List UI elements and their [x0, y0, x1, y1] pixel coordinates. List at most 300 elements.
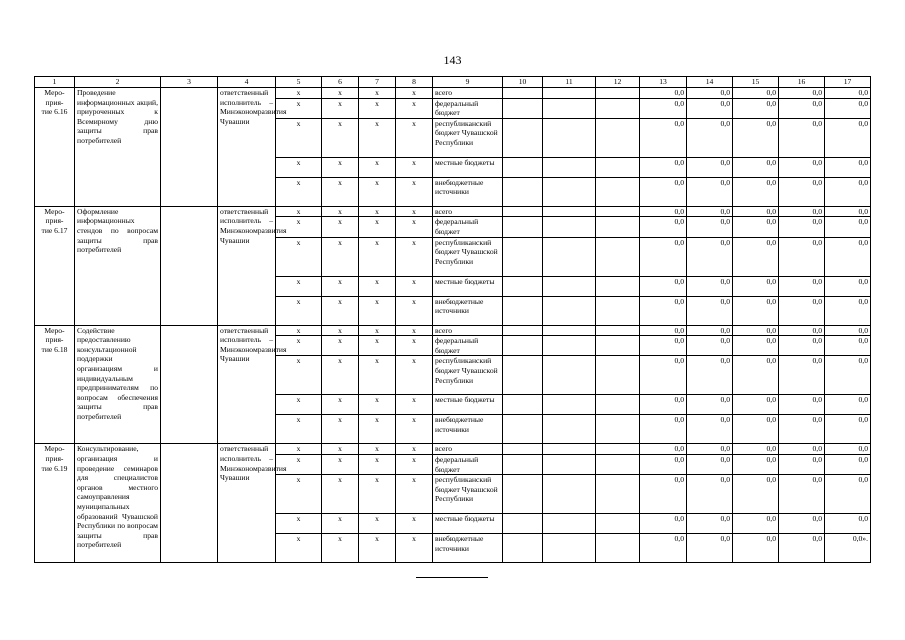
- value-cell: 0,0: [779, 98, 825, 118]
- value-cell: 0,0: [733, 237, 779, 276]
- measure-name: Консультирование, организация и проведение семинаров для специалистов органов местного самоуправления муниципальных образований Чувашской Республики по вопросам защиты прав потребителей: [75, 444, 161, 563]
- column-header: 13: [640, 77, 687, 88]
- mark-cell: x: [322, 336, 359, 356]
- empty-cell: [503, 444, 543, 455]
- value-cell: 0,0: [779, 88, 825, 99]
- value-cell: 0,0: [640, 217, 687, 237]
- value-cell: 0,0: [733, 415, 779, 444]
- empty-cell: [503, 88, 543, 99]
- mark-cell: x: [322, 325, 359, 336]
- value-cell: 0,0: [687, 336, 733, 356]
- mark-cell: x: [276, 356, 322, 395]
- value-cell: 0,0: [733, 296, 779, 325]
- empty-cell: [596, 475, 640, 514]
- value-cell: 0,0: [687, 444, 733, 455]
- value-cell: 0,0: [640, 237, 687, 276]
- mark-cell: x: [322, 415, 359, 444]
- column-header: 14: [687, 77, 733, 88]
- empty-cell: [596, 415, 640, 444]
- mark-cell: x: [396, 206, 433, 217]
- value-cell: 0,0: [825, 454, 871, 474]
- value-cell: 0,0: [687, 454, 733, 474]
- empty-cell: [503, 118, 543, 157]
- value-cell: 0,0: [779, 177, 825, 206]
- value-cell: 0,0: [733, 157, 779, 177]
- value-cell: 0,0: [640, 88, 687, 99]
- value-cell: 0,0: [640, 514, 687, 534]
- value-cell: 0,0: [779, 217, 825, 237]
- empty-cell: [543, 444, 596, 455]
- value-cell: 0,0».: [825, 534, 871, 563]
- empty-cell: [503, 534, 543, 563]
- mark-cell: x: [359, 514, 396, 534]
- column-header: 2: [75, 77, 161, 88]
- table-row: [35, 206, 871, 217]
- empty-cell: [503, 415, 543, 444]
- empty-cell: [503, 157, 543, 177]
- empty-cell: [503, 325, 543, 336]
- value-cell: 0,0: [733, 206, 779, 217]
- value-cell: 0,0: [779, 395, 825, 415]
- mark-cell: x: [322, 217, 359, 237]
- mark-cell: x: [396, 88, 433, 99]
- mark-cell: x: [396, 356, 433, 395]
- mark-cell: x: [396, 276, 433, 296]
- mark-cell: x: [322, 514, 359, 534]
- empty-cell: [596, 356, 640, 395]
- mark-cell: x: [276, 177, 322, 206]
- empty-cell: [596, 217, 640, 237]
- mark-cell: x: [396, 296, 433, 325]
- empty-cell: [543, 475, 596, 514]
- empty-cell: [543, 118, 596, 157]
- empty-cell: [503, 336, 543, 356]
- value-cell: 0,0: [687, 206, 733, 217]
- value-cell: 0,0: [779, 118, 825, 157]
- empty-cell: [503, 237, 543, 276]
- empty-cell: [503, 475, 543, 514]
- mark-cell: x: [276, 157, 322, 177]
- value-cell: 0,0: [640, 356, 687, 395]
- mark-cell: x: [359, 206, 396, 217]
- value-cell: 0,0: [825, 237, 871, 276]
- measure-executor: ответственный исполнитель – Минэкономразвития Чувашии: [218, 325, 276, 444]
- mark-cell: x: [359, 237, 396, 276]
- value-cell: 0,0: [825, 336, 871, 356]
- mark-cell: x: [359, 395, 396, 415]
- value-cell: 0,0: [825, 177, 871, 206]
- column-header: 3: [161, 77, 218, 88]
- value-cell: 0,0: [825, 356, 871, 395]
- value-cell: 0,0: [687, 98, 733, 118]
- funding-source: всего: [433, 325, 503, 336]
- measure-name: Содействие предоставлению консультационной поддержки организациям и индивидуальным предпринимателям по вопросам обеспечения защиты прав потребителей: [75, 325, 161, 444]
- empty-cell: [543, 514, 596, 534]
- measure-executor: ответственный исполнитель – Минэкономразвития Чувашии: [218, 88, 276, 207]
- value-cell: 0,0: [640, 296, 687, 325]
- value-cell: 0,0: [779, 296, 825, 325]
- empty-cell: [596, 514, 640, 534]
- mark-cell: x: [276, 217, 322, 237]
- funding-source: всего: [433, 206, 503, 217]
- value-cell: 0,0: [687, 88, 733, 99]
- value-cell: 0,0: [733, 514, 779, 534]
- table-row: [35, 444, 871, 455]
- value-cell: 0,0: [779, 336, 825, 356]
- mark-cell: x: [359, 444, 396, 455]
- funding-source: внебюджетные источники: [433, 296, 503, 325]
- value-cell: 0,0: [733, 88, 779, 99]
- value-cell: 0,0: [640, 454, 687, 474]
- value-cell: 0,0: [733, 276, 779, 296]
- empty-cell: [596, 118, 640, 157]
- funding-source: всего: [433, 88, 503, 99]
- mark-cell: x: [322, 534, 359, 563]
- funding-source: внебюджетные источники: [433, 177, 503, 206]
- value-cell: 0,0: [640, 157, 687, 177]
- value-cell: 0,0: [779, 475, 825, 514]
- measure-code: Меро- прия- тие 6.19: [35, 444, 75, 563]
- funding-table: [34, 76, 871, 563]
- mark-cell: x: [276, 444, 322, 455]
- empty-cell: [543, 98, 596, 118]
- value-cell: 0,0: [825, 475, 871, 514]
- value-cell: 0,0: [825, 444, 871, 455]
- value-cell: 0,0: [779, 276, 825, 296]
- mark-cell: x: [322, 454, 359, 474]
- mark-cell: x: [276, 118, 322, 157]
- value-cell: 0,0: [640, 206, 687, 217]
- measure-name: Проведение информационных акций, приуроченных к Всемирному дню защиты прав потребителей: [75, 88, 161, 207]
- value-cell: 0,0: [733, 336, 779, 356]
- measure-executor: ответственный исполнитель – Минэкономразвития Чувашии: [218, 444, 276, 563]
- mark-cell: x: [322, 444, 359, 455]
- empty-cell: [503, 395, 543, 415]
- value-cell: 0,0: [687, 296, 733, 325]
- mark-cell: x: [396, 395, 433, 415]
- empty-cell: [596, 454, 640, 474]
- mark-cell: x: [322, 177, 359, 206]
- funding-source: местные бюджеты: [433, 276, 503, 296]
- empty-cell: [161, 206, 218, 325]
- empty-cell: [543, 217, 596, 237]
- empty-cell: [543, 395, 596, 415]
- value-cell: 0,0: [733, 118, 779, 157]
- mark-cell: x: [359, 118, 396, 157]
- mark-cell: x: [276, 514, 322, 534]
- empty-cell: [503, 177, 543, 206]
- mark-cell: x: [322, 237, 359, 276]
- value-cell: 0,0: [825, 118, 871, 157]
- measure-name: Оформление информационных стендов по вопросам защиты прав потребителей: [75, 206, 161, 325]
- empty-cell: [596, 534, 640, 563]
- mark-cell: x: [276, 475, 322, 514]
- value-cell: 0,0: [733, 395, 779, 415]
- mark-cell: x: [396, 217, 433, 237]
- value-cell: 0,0: [825, 88, 871, 99]
- empty-cell: [596, 296, 640, 325]
- page-number: 143: [443, 53, 462, 67]
- empty-cell: [543, 296, 596, 325]
- funding-source: республиканский бюджет Чувашской Республики: [433, 475, 503, 514]
- value-cell: 0,0: [779, 356, 825, 395]
- value-cell: 0,0: [687, 177, 733, 206]
- empty-cell: [543, 415, 596, 444]
- value-cell: 0,0: [779, 454, 825, 474]
- empty-cell: [543, 534, 596, 563]
- mark-cell: x: [396, 475, 433, 514]
- mark-cell: x: [322, 206, 359, 217]
- empty-cell: [596, 276, 640, 296]
- measure-executor: ответственный исполнитель – Минэкономразвития Чувашии: [218, 206, 276, 325]
- mark-cell: x: [276, 415, 322, 444]
- mark-cell: x: [396, 118, 433, 157]
- value-cell: 0,0: [687, 415, 733, 444]
- mark-cell: x: [322, 157, 359, 177]
- table-row: [35, 88, 871, 99]
- value-cell: 0,0: [687, 325, 733, 336]
- value-cell: 0,0: [640, 118, 687, 157]
- mark-cell: x: [359, 356, 396, 395]
- column-header: 15: [733, 77, 779, 88]
- value-cell: 0,0: [687, 514, 733, 534]
- value-cell: 0,0: [640, 415, 687, 444]
- empty-cell: [543, 206, 596, 217]
- mark-cell: x: [359, 415, 396, 444]
- measure-code: Меро- прия- тие 6.17: [35, 206, 75, 325]
- column-header: 17: [825, 77, 871, 88]
- value-cell: 0,0: [687, 395, 733, 415]
- empty-cell: [503, 356, 543, 395]
- value-cell: 0,0: [733, 325, 779, 336]
- funding-source: федеральный бюджет: [433, 336, 503, 356]
- value-cell: 0,0: [779, 237, 825, 276]
- empty-cell: [596, 157, 640, 177]
- value-cell: 0,0: [687, 356, 733, 395]
- mark-cell: x: [359, 157, 396, 177]
- funding-source: федеральный бюджет: [433, 98, 503, 118]
- empty-cell: [543, 157, 596, 177]
- value-cell: 0,0: [687, 157, 733, 177]
- empty-cell: [596, 444, 640, 455]
- value-cell: 0,0: [640, 177, 687, 206]
- value-cell: 0,0: [733, 475, 779, 514]
- table-header: [35, 77, 871, 88]
- value-cell: 0,0: [825, 157, 871, 177]
- empty-cell: [503, 514, 543, 534]
- column-header: 12: [596, 77, 640, 88]
- value-cell: 0,0: [779, 444, 825, 455]
- mark-cell: x: [396, 237, 433, 276]
- value-cell: 0,0: [733, 454, 779, 474]
- mark-cell: x: [276, 206, 322, 217]
- funding-source: местные бюджеты: [433, 157, 503, 177]
- mark-cell: x: [396, 157, 433, 177]
- value-cell: 0,0: [687, 534, 733, 563]
- funding-source: местные бюджеты: [433, 514, 503, 534]
- mark-cell: x: [276, 325, 322, 336]
- mark-cell: x: [322, 395, 359, 415]
- mark-cell: x: [276, 336, 322, 356]
- funding-source: всего: [433, 444, 503, 455]
- funding-source: республиканский бюджет Чувашской Республики: [433, 118, 503, 157]
- value-cell: 0,0: [825, 217, 871, 237]
- mark-cell: x: [359, 217, 396, 237]
- empty-cell: [543, 336, 596, 356]
- mark-cell: x: [322, 356, 359, 395]
- empty-cell: [503, 206, 543, 217]
- mark-cell: x: [359, 177, 396, 206]
- empty-cell: [596, 395, 640, 415]
- value-cell: 0,0: [640, 534, 687, 563]
- column-header: 6: [322, 77, 359, 88]
- funding-source: внебюджетные источники: [433, 534, 503, 563]
- value-cell: 0,0: [733, 356, 779, 395]
- mark-cell: x: [276, 296, 322, 325]
- mark-cell: x: [359, 454, 396, 474]
- column-header: 5: [276, 77, 322, 88]
- empty-cell: [543, 177, 596, 206]
- mark-cell: x: [396, 444, 433, 455]
- value-cell: 0,0: [733, 534, 779, 563]
- empty-cell: [543, 356, 596, 395]
- measure-code: Меро- прия- тие 6.16: [35, 88, 75, 207]
- value-cell: 0,0: [779, 415, 825, 444]
- empty-cell: [596, 206, 640, 217]
- empty-cell: [503, 454, 543, 474]
- value-cell: 0,0: [687, 118, 733, 157]
- value-cell: 0,0: [825, 325, 871, 336]
- value-cell: 0,0: [733, 177, 779, 206]
- mark-cell: x: [276, 276, 322, 296]
- mark-cell: x: [396, 98, 433, 118]
- empty-cell: [161, 88, 218, 207]
- empty-cell: [543, 276, 596, 296]
- column-header: 8: [396, 77, 433, 88]
- funding-source: местные бюджеты: [433, 395, 503, 415]
- mark-cell: x: [322, 98, 359, 118]
- empty-cell: [503, 217, 543, 237]
- mark-cell: x: [276, 237, 322, 276]
- mark-cell: x: [276, 534, 322, 563]
- column-header: 10: [503, 77, 543, 88]
- value-cell: 0,0: [640, 395, 687, 415]
- value-cell: 0,0: [825, 296, 871, 325]
- empty-cell: [596, 237, 640, 276]
- mark-cell: x: [359, 325, 396, 336]
- value-cell: 0,0: [825, 514, 871, 534]
- mark-cell: x: [359, 336, 396, 356]
- value-cell: 0,0: [779, 157, 825, 177]
- empty-cell: [596, 336, 640, 356]
- column-header: 11: [543, 77, 596, 88]
- mark-cell: x: [322, 118, 359, 157]
- value-cell: 0,0: [825, 276, 871, 296]
- empty-cell: [543, 325, 596, 336]
- mark-cell: x: [359, 296, 396, 325]
- mark-cell: x: [276, 98, 322, 118]
- value-cell: 0,0: [640, 444, 687, 455]
- mark-cell: x: [276, 88, 322, 99]
- value-cell: 0,0: [640, 325, 687, 336]
- mark-cell: x: [359, 88, 396, 99]
- value-cell: 0,0: [779, 325, 825, 336]
- column-header: 1: [35, 77, 75, 88]
- value-cell: 0,0: [687, 475, 733, 514]
- mark-cell: x: [396, 415, 433, 444]
- column-header: 9: [433, 77, 503, 88]
- empty-cell: [543, 237, 596, 276]
- funding-source: республиканский бюджет Чувашской Республики: [433, 237, 503, 276]
- empty-cell: [503, 98, 543, 118]
- value-cell: 0,0: [640, 98, 687, 118]
- measure-code: Меро- прия- тие 6.18: [35, 325, 75, 444]
- mark-cell: x: [322, 276, 359, 296]
- empty-cell: [503, 296, 543, 325]
- value-cell: 0,0: [687, 237, 733, 276]
- value-cell: 0,0: [825, 395, 871, 415]
- mark-cell: x: [322, 475, 359, 514]
- value-cell: 0,0: [825, 206, 871, 217]
- funding-source: федеральный бюджет: [433, 454, 503, 474]
- value-cell: 0,0: [733, 444, 779, 455]
- column-header: 4: [218, 77, 276, 88]
- mark-cell: x: [359, 276, 396, 296]
- funding-source: федеральный бюджет: [433, 217, 503, 237]
- column-header: 7: [359, 77, 396, 88]
- value-cell: 0,0: [640, 336, 687, 356]
- value-cell: 0,0: [825, 415, 871, 444]
- column-header: 16: [779, 77, 825, 88]
- footer-rule: [416, 577, 488, 578]
- mark-cell: x: [396, 177, 433, 206]
- empty-cell: [503, 276, 543, 296]
- column-number-row: [35, 77, 871, 88]
- value-cell: 0,0: [825, 98, 871, 118]
- value-cell: 0,0: [640, 276, 687, 296]
- table-row: [35, 325, 871, 336]
- mark-cell: x: [359, 534, 396, 563]
- value-cell: 0,0: [733, 98, 779, 118]
- empty-cell: [596, 88, 640, 99]
- mark-cell: x: [396, 454, 433, 474]
- mark-cell: x: [359, 98, 396, 118]
- mark-cell: x: [322, 88, 359, 99]
- value-cell: 0,0: [779, 514, 825, 534]
- value-cell: 0,0: [733, 217, 779, 237]
- mark-cell: x: [322, 296, 359, 325]
- table-body: [35, 88, 871, 563]
- value-cell: 0,0: [779, 206, 825, 217]
- mark-cell: x: [396, 325, 433, 336]
- empty-cell: [161, 325, 218, 444]
- empty-cell: [543, 88, 596, 99]
- value-cell: 0,0: [640, 475, 687, 514]
- mark-cell: x: [396, 514, 433, 534]
- empty-cell: [543, 454, 596, 474]
- value-cell: 0,0: [687, 276, 733, 296]
- value-cell: 0,0: [687, 217, 733, 237]
- empty-cell: [596, 177, 640, 206]
- value-cell: 0,0: [779, 534, 825, 563]
- empty-cell: [596, 325, 640, 336]
- empty-cell: [596, 98, 640, 118]
- mark-cell: x: [276, 395, 322, 415]
- funding-source: внебюджетные источники: [433, 415, 503, 444]
- mark-cell: x: [359, 475, 396, 514]
- empty-cell: [161, 444, 218, 563]
- mark-cell: x: [396, 534, 433, 563]
